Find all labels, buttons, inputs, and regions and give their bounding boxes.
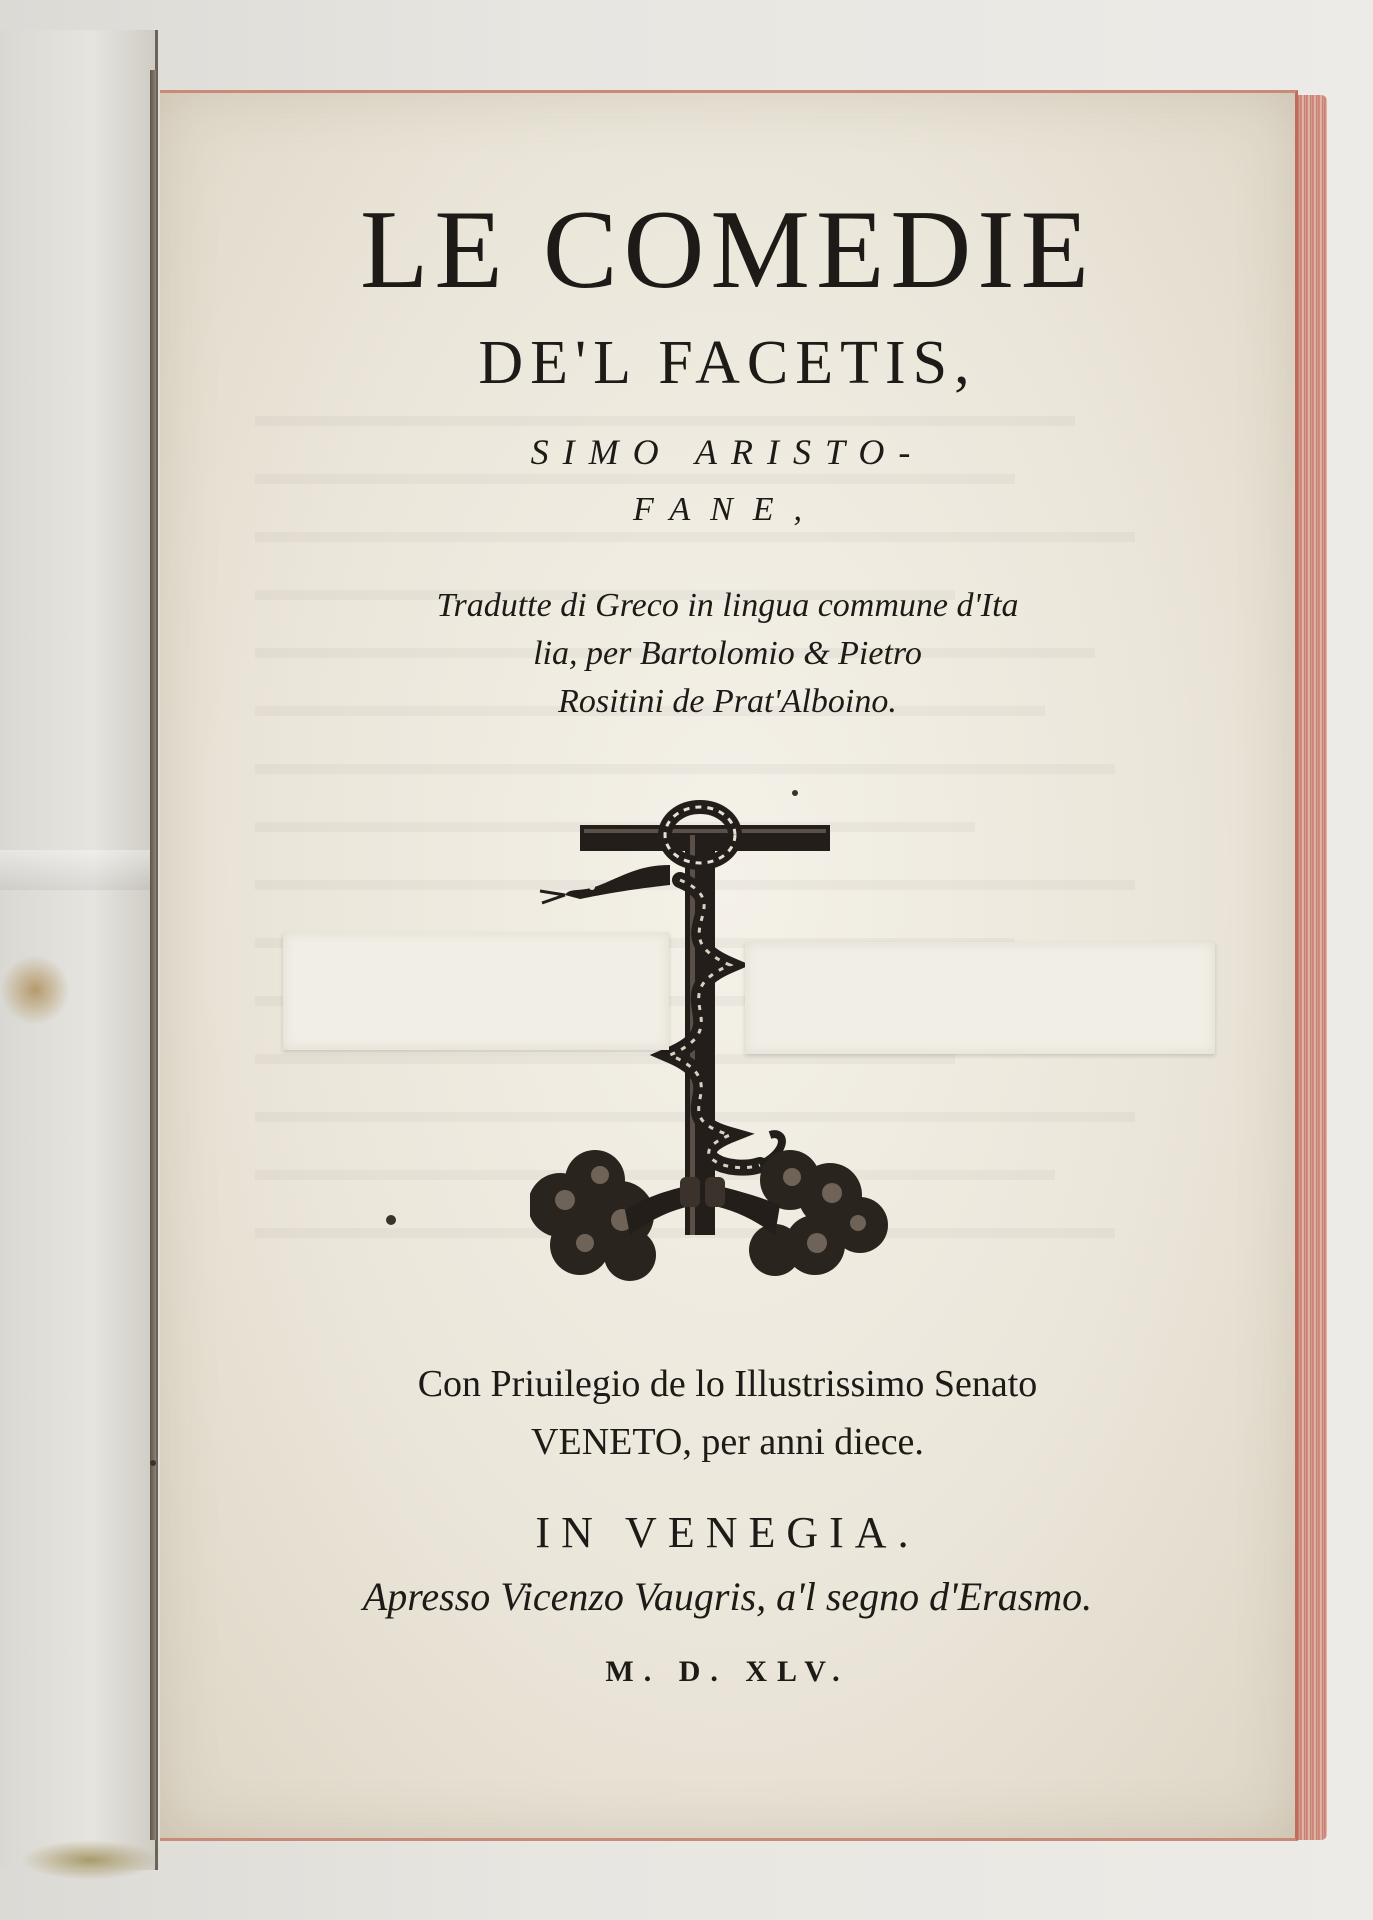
repair-strip-right [745,942,1215,1054]
title-line-4: FANE, [632,491,823,528]
left-cover-board [0,30,158,1870]
translators-line-3: Rositini de Prat'Alboino. [558,683,897,720]
board-crease [0,850,150,890]
ink-speck [792,790,798,796]
translators-block [160,582,1295,726]
privilege-block [160,1355,1295,1471]
title-line-3: SIMO ARISTO- [530,432,925,472]
ink-speck [386,1215,396,1225]
privilege-line-1: Con Priuilegio de lo Illustrissimo Senato [417,1363,1038,1405]
title-line-1: LE COMEDIE [359,188,1095,312]
repair-strip-left [283,932,669,1050]
ink-speck [150,1460,156,1466]
imprint-city: IN VENEGIA. [535,1508,920,1557]
board-stain [0,955,70,1025]
title-line-2: DE'L FACETIS, [478,329,977,397]
translators-line-1: Tradutte di Greco in lingua commune d'Ita [436,587,1019,624]
translators-line-2: lia, per Bartolomio & Pietro [533,635,922,672]
board-foot-stain [20,1840,160,1880]
privilege-line-2: VENETO, per anni diece. [531,1421,924,1463]
spine-gutter [150,70,156,1840]
imprint-printer: Apresso Vicenzo Vaugris, a'l segno d'Erasmo. [362,1574,1093,1619]
imprint-date: M. D. XLV. [605,1655,850,1688]
